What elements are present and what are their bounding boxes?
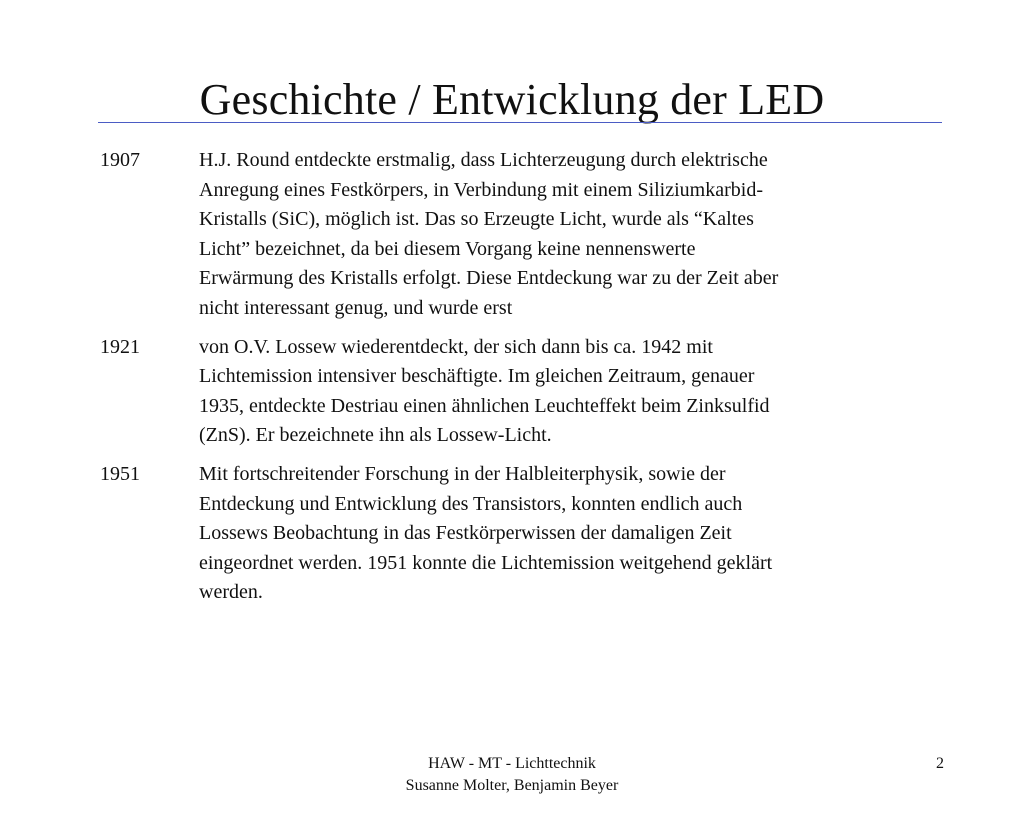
entry-year: 1951 <box>100 462 140 485</box>
entry-year: 1907 <box>100 149 140 171</box>
footer-authors: Susanne Molter, Benjamin Beyer <box>405 777 619 794</box>
text-line: nicht interessant genug, und wurde erst <box>199 296 513 319</box>
slide-title: Geschichte / Entwicklung der LED <box>199 75 825 124</box>
timeline-list <box>100 146 930 617</box>
text-line: werden. <box>199 581 263 604</box>
text-line: Kristalls (SiC), möglich ist. Das so Erzeugte Licht, wurde als “Kaltes <box>199 208 754 231</box>
timeline-entry <box>100 146 930 324</box>
text-line: (ZnS). Er bezeichnete ihn als Lossew-Licht. <box>199 424 552 447</box>
text-line: H.J. Round entdeckte erstmalig, dass Lichterzeugung durch elektrische <box>199 149 768 171</box>
text-line: Erwärmung des Kristalls erfolgt. Diese Entdeckung war zu der Zeit aber <box>199 267 779 290</box>
slide-footer <box>0 753 1024 797</box>
entry-text <box>199 333 919 451</box>
page-number: 2 <box>936 755 944 772</box>
timeline-entry <box>100 333 930 451</box>
text-line: Licht” bezeichnet, da bei diesem Vorgang keine nennenswerte <box>199 237 696 260</box>
footer-course: HAW - MT - Lichttechnik <box>428 755 596 772</box>
text-line: 1935, entdeckte Destriau einen ähnlichen Leuchteffekt beim Zinksulfid <box>199 394 770 417</box>
entry-year: 1921 <box>100 335 140 358</box>
entry-text <box>199 460 919 608</box>
title-underline <box>98 122 942 123</box>
text-line: Lichtemission intensiver beschäftigte. Im gleichen Zeitraum, genauer <box>199 365 755 388</box>
text-line: Lossews Beobachtung in das Festkörperwissen der damaligen Zeit <box>199 522 732 545</box>
timeline-entry <box>100 460 930 608</box>
text-line: eingeordnet werden. 1951 konnte die Lichtemission weitgehend geklärt <box>199 551 773 574</box>
text-line: von O.V. Lossew wiederentdeckt, der sich dann bis ca. 1942 mit <box>199 335 713 358</box>
text-line: Entdeckung und Entwicklung des Transistors, konnten endlich auch <box>199 492 743 515</box>
entry-text <box>199 146 919 324</box>
text-line: Anregung eines Festkörpers, in Verbindung mit einem Siliziumkarbid- <box>199 178 763 201</box>
text-line: Mit fortschreitender Forschung in der Halbleiterphysik, sowie der <box>199 462 726 485</box>
